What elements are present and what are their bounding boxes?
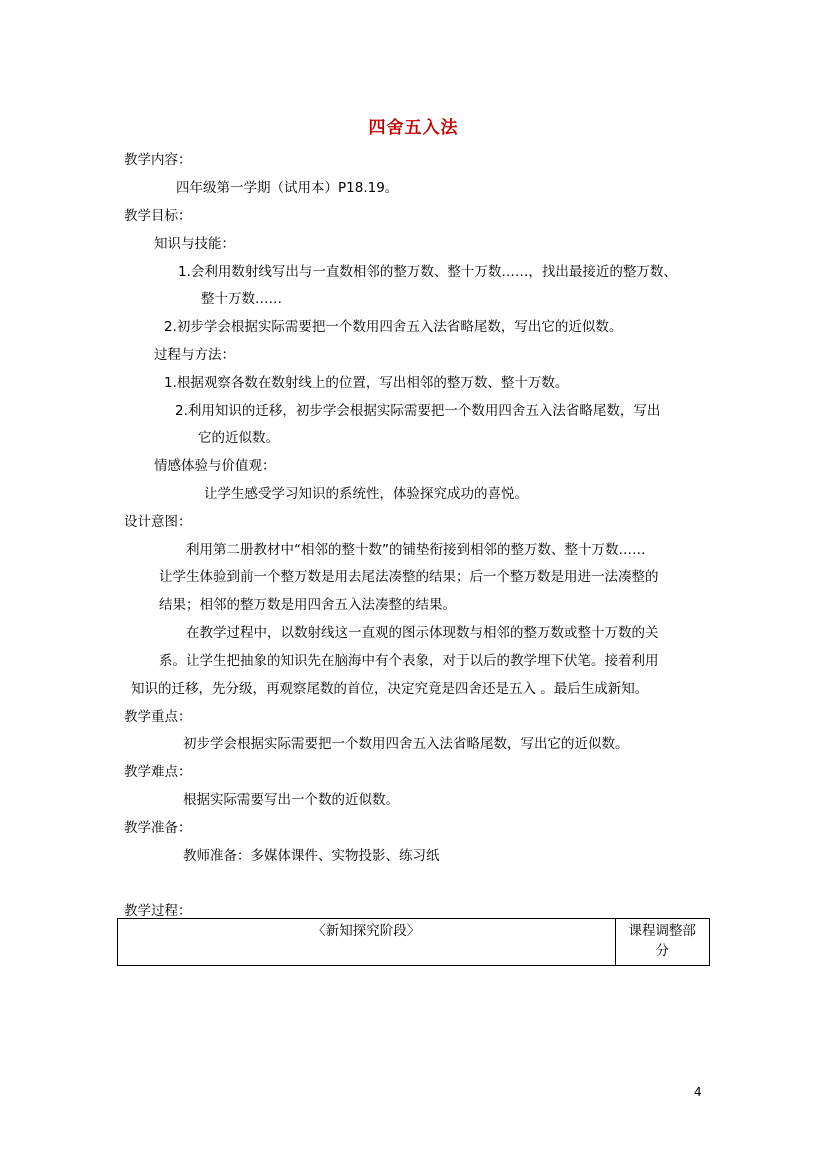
design-paragraph-2-line-1: 在教学过程中，以数射线这一直观的图示体现数与相邻的整万数或整十万数的关 [186,625,659,641]
page-number: 4 [694,1085,702,1099]
difficulty-text: 根据实际需要写出一个数的近似数。 [183,792,399,808]
goals-heading: 教学目标： [124,208,192,224]
emotion-text: 让学生感受学习知识的系统性，体验探究成功的喜悦。 [204,486,528,502]
design-paragraph-1-line-1: 利用第二册教材中“相邻的整十数”的铺垫衔接到相邻的整万数、整十万数…… [186,542,646,558]
table-adjust-label-line-1: 课程调整部 [628,923,697,939]
design-paragraph-1-line-2: 让学生体验到前一个整万数是用去尾法凑整的结果；后一个整万数是用进一法凑整的 [159,569,659,585]
table-adjust-cell [615,919,709,966]
process-item-2-cont: 它的近似数。 [198,430,279,446]
content-text: 四年级第一学期（试用本）P18.19。 [176,180,399,196]
process-item-1: 1.根据观察各数在数射线上的位置，写出相邻的整万数、整十万数。 [164,375,569,391]
prep-heading: 教学准备： [124,820,192,836]
prep-text: 教师准备：多媒体课件、实物投影、练习纸 [183,848,440,864]
process-table [117,918,710,966]
table-adjust-label-line-2: 分 [655,943,670,959]
key-heading: 教学重点： [124,709,192,725]
table-stage-cell: 〈新知探究阶段〉 [118,919,616,966]
process-item-2: 2.利用知识的迁移，初步学会根据实际需要把一个数用四舍五入法省略尾数，写出 [175,403,661,419]
knowledge-item-1-cont: 整十万数…… [201,291,282,307]
process-section-heading: 教学过程： [124,903,192,919]
content-heading: 教学内容： [124,152,192,168]
emotion-heading: 情感体验与价值观： [154,458,276,474]
design-paragraph-2-line-3: 知识的迁移，先分级，再观察尾数的首位，决定究竟是四舍还是五入 。最后生成新知。 [131,681,649,697]
knowledge-item-2: 2.初步学会根据实际需要把一个数用四舍五入法省略尾数，写出它的近似数。 [164,319,623,335]
process-heading: 过程与方法： [154,347,235,363]
difficulty-heading: 教学难点： [124,764,192,780]
design-paragraph-1-line-3: 结果；相邻的整万数是用四舍五入法凑整的结果。 [159,597,456,613]
knowledge-item-1: 1.会利用数射线写出与一直数相邻的整万数、整十万数……，找出最接近的整万数、 [178,264,677,280]
design-paragraph-2-line-2: 系。让学生把抽象的知识先在脑海中有个表象，对于以后的教学埋下伏笔。接着利用 [159,653,659,669]
knowledge-heading: 知识与技能： [154,236,235,252]
design-heading: 设计意图： [124,514,192,530]
document-title: 四舍五入法 [368,118,459,138]
key-text: 初步学会根据实际需要把一个数用四舍五入法省略尾数，写出它的近似数。 [183,736,629,752]
